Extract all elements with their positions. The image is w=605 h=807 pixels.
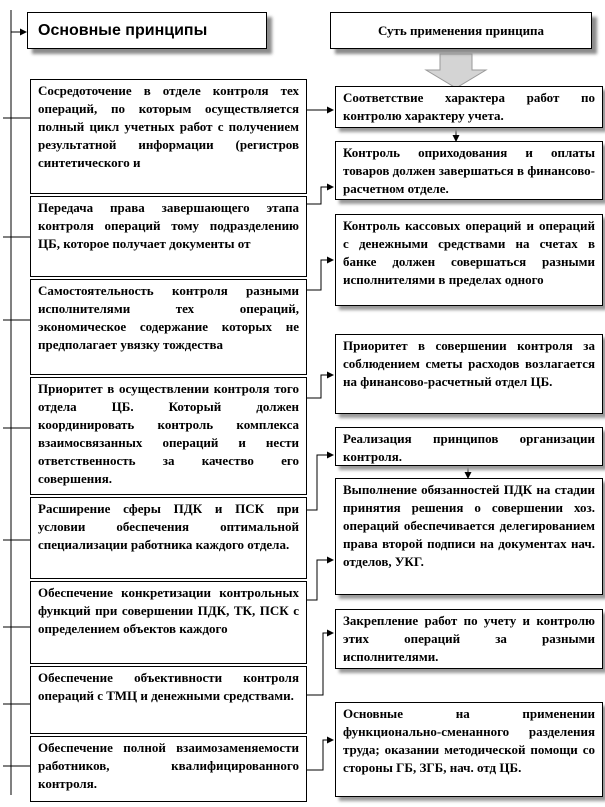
essence-box-4: Приоритет в совершении контроля за соблюдением сметы расходов возлагается на финансово-расчетный отдел ЦБ. (335, 334, 603, 414)
down-block-arrow (426, 54, 486, 88)
essence-box-1: Соответствие характера работ по контролю характеру учета. (335, 86, 603, 128)
principle-box-2: Передача права завершающего этапа контроля операций тому подразделению ЦБ, которое получает документы от (30, 196, 307, 277)
essence-box-8: Основные на применении функционально-сменанного разделения труда; оказании методической помощи со стороны ГБ, ЗГБ, нач. отд ЦБ. (335, 702, 603, 797)
essence-box-6: Выполнение обязанностей ПДК на стадии принятия решения о совершении хоз. операций обеспечивается делегированием права второй подписи на документах нач. отделов, УКГ. (335, 478, 603, 595)
principle-box-7: Обеспечение объективности контроля операций с ТМЦ и денежными средствами. (30, 666, 307, 734)
essence-box-2: Контроль оприходования и оплаты товаров должен завершаться в финансово-расчетном отделе. (335, 141, 603, 200)
essence-box-3: Контроль кассовых операций и операций с денежными средствами на счетах в банке должен совершаться разными исполнителями в пределах одного (335, 214, 603, 306)
header-principles: Основные принципы (27, 12, 267, 49)
horizontal-connectors (307, 110, 333, 770)
essence-box-5: Реализация принципов организации контроля. (335, 427, 603, 466)
spine-ticks (3, 118, 30, 766)
principle-box-5: Расширение сферы ПДК и ПСК при условии обеспечения оптимальной специализации работника каждого отдела. (30, 497, 307, 579)
principle-box-8: Обеспечение полной взаимозаменяемости работников, квалифицированного контроля. (30, 736, 307, 802)
header-essence: Суть применения принципа (330, 12, 592, 49)
principle-box-3: Самостоятельность контроля разными исполнителями тех операций, экономическое содержание которых не предполагает увязку тождества (30, 279, 307, 375)
principle-box-1: Сосредоточение в отделе контроля тех операций, по которым осуществляется полный цикл учетных работ с получением результатной информации (регистров синтетического и (30, 79, 307, 194)
principle-box-4: Приоритет в осуществлении контроля того отдела ЦБ. Который должен координировать контроль комплекса взаимосвязанных операций и нести ответственность за качество его совершения. (30, 377, 307, 495)
essence-box-7: Закрепление работ по учету и контролю этих операций за разными исполнителями. (335, 609, 603, 669)
principle-box-6: Обеспечение конкретизации контрольных функций при совершении ПДК, ТК, ПСК с определением объектов каждого (30, 581, 307, 664)
